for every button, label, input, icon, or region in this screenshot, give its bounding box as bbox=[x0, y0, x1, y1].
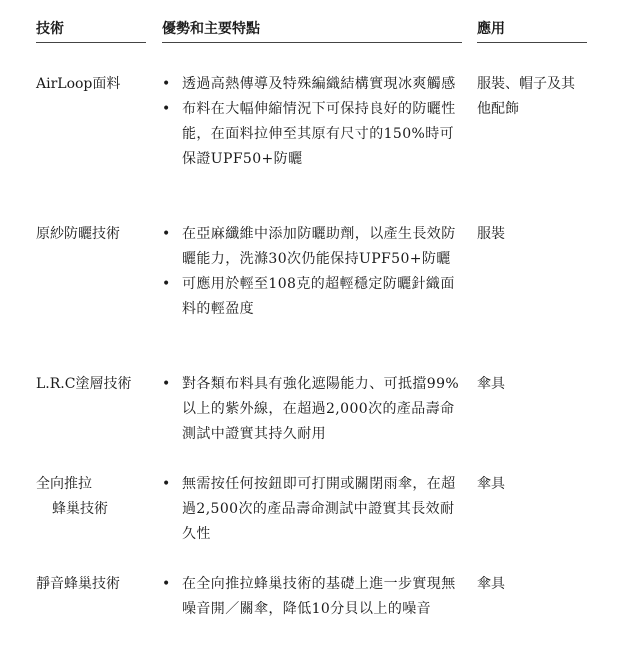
application: 傘具 bbox=[477, 576, 505, 592]
technology-name: 原紗防曬技術 bbox=[36, 226, 120, 242]
feature-list bbox=[162, 72, 462, 172]
feature-item: • 在全向推拉蜂巢技術的基礎上進一步實現無噪音開／關傘，降低10分貝以上的噪音 bbox=[162, 572, 462, 622]
header-features: 優勢和主要特點 bbox=[162, 21, 260, 37]
header-rule-application bbox=[477, 42, 587, 43]
header-technology: 技術 bbox=[36, 21, 64, 37]
feature-item: • 透過高熱傳導及特殊編織結構實現冰爽觸感 bbox=[162, 72, 462, 97]
application: 傘具 bbox=[477, 476, 505, 492]
technology-name: AirLoop面料 bbox=[36, 76, 121, 92]
feature-item: • 無需按任何按鈕即可打開或關閉雨傘，在超過2,500次的產品壽命測試中證實其長效耐久性 bbox=[162, 472, 462, 547]
application: 服裝、帽子及其他配飾 bbox=[477, 76, 575, 117]
feature-item: • 對各類布料具有強化遮陽能力、可抵擋99%以上的紫外線，在超過2,000次的產品壽命測試中證實其持久耐用 bbox=[162, 372, 462, 447]
feature-list bbox=[162, 572, 462, 622]
application: 傘具 bbox=[477, 376, 505, 392]
header-rule-features bbox=[162, 42, 462, 43]
technology-name: L.R.C塗層技術 bbox=[36, 376, 132, 392]
feature-list bbox=[162, 372, 462, 447]
feature-item: • 在亞麻纖維中添加防曬助劑，以產生長效防曬能力，洗滌30次仍能保持UPF50+防曬 bbox=[162, 222, 462, 272]
technology-name bbox=[36, 472, 156, 522]
feature-item: • 可應用於輕至108克的超輕穩定防曬針織面料的輕盈度 bbox=[162, 272, 462, 322]
application: 服裝 bbox=[477, 226, 505, 242]
technology-name-line1: 全向推拉 bbox=[36, 476, 92, 492]
technology-name-line2: 蜂巢技術 bbox=[52, 501, 108, 517]
header-application: 應用 bbox=[477, 21, 505, 37]
feature-list bbox=[162, 472, 462, 547]
feature-item: • 布料在大幅伸縮情況下可保持良好的防曬性能，在面料拉伸至其原有尺寸的150%時可保證UPF50+防曬 bbox=[162, 97, 462, 172]
technology-name: 靜音蜂巢技術 bbox=[36, 576, 120, 592]
header-rule-technology bbox=[36, 42, 146, 43]
feature-list bbox=[162, 222, 462, 322]
